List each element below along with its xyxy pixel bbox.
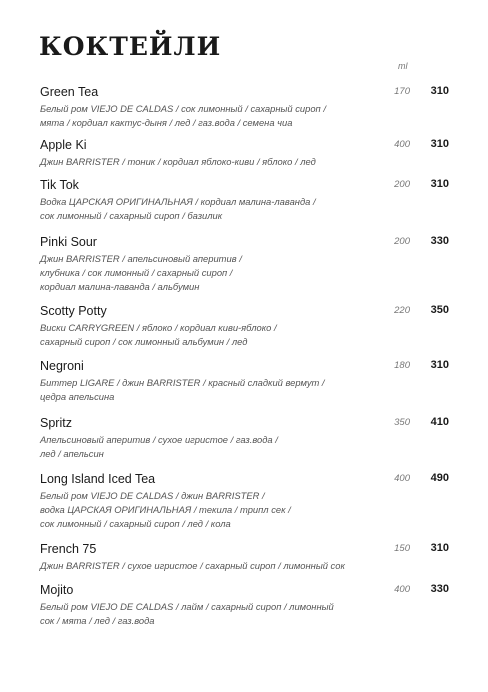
ingredients-line: мята / кордиал кактус-дыня / лед / газ.вода / семена чиа xyxy=(40,117,293,128)
cocktail-ingredients xyxy=(40,195,370,223)
cocktail-name: Spritz xyxy=(40,416,72,430)
cocktail-price: 410 xyxy=(430,416,449,428)
cocktail-price: 310 xyxy=(430,138,449,150)
ingredients-line: лед / апельсин xyxy=(40,448,104,459)
cocktail-volume: 180 xyxy=(394,360,410,371)
ingredients-line: сахарный сироп / сок лимонный альбумин / лед xyxy=(40,336,248,347)
menu-item xyxy=(40,358,452,404)
menu-item xyxy=(40,177,452,223)
cocktail-price: 310 xyxy=(430,85,449,97)
ingredients-line: цедра апельсина xyxy=(40,391,115,402)
cocktail-name: Tik Tok xyxy=(40,178,79,192)
cocktail-price: 310 xyxy=(430,542,449,554)
ingredients-line: Джин BARRISTER / апельсиновый аперитив / xyxy=(40,253,242,264)
ingredients-line: Белый ром VIEJO DE CALDAS / лайм / сахарный сироп / лимонный xyxy=(40,601,334,612)
cocktail-price: 490 xyxy=(430,472,449,484)
cocktail-price: 310 xyxy=(430,178,449,190)
cocktail-volume: 170 xyxy=(394,86,410,97)
cocktail-volume: 200 xyxy=(394,236,410,247)
cocktail-name: Apple Ki xyxy=(40,138,87,152)
ingredients-line: сок лимонный / сахарный сироп / базилик xyxy=(40,210,223,221)
cocktail-volume: 400 xyxy=(394,139,410,150)
ingredients-line: кордиал малина-лаванда / альбумин xyxy=(40,281,200,292)
cocktail-price: 350 xyxy=(430,304,449,316)
cocktail-ingredients xyxy=(40,376,370,404)
menu-item xyxy=(40,582,452,628)
cocktail-volume: 350 xyxy=(394,417,410,428)
cocktail-ingredients xyxy=(40,600,370,628)
cocktail-volume: 200 xyxy=(394,179,410,190)
cocktail-volume: 220 xyxy=(394,305,410,316)
cocktail-ingredients xyxy=(40,252,370,294)
menu-item xyxy=(40,234,452,294)
page-title: КОКТЕЙЛИ xyxy=(39,32,222,61)
ingredients-line: Биттер LIGARE / джин BARRISTER / красный сладкий вермут / xyxy=(40,377,325,388)
menu-item xyxy=(40,84,452,130)
volume-unit-label: ml xyxy=(398,61,408,71)
menu-item xyxy=(40,303,452,349)
ingredients-line: клубника / сок лимонный / сахарный сироп / xyxy=(40,267,233,278)
ingredients-line: Джин BARRISTER / тоник / кордиал яблоко-киви / яблоко / лед xyxy=(40,156,316,167)
cocktail-volume: 400 xyxy=(394,473,410,484)
cocktail-ingredients xyxy=(40,433,370,461)
ingredients-line: Виски CARRYGREEN / яблоко / кордиал киви-яблоко / xyxy=(40,322,277,333)
cocktail-price: 330 xyxy=(430,583,449,595)
cocktail-name: Long Island Iced Tea xyxy=(40,472,156,486)
menu-item xyxy=(40,471,452,531)
cocktail-name: Green Tea xyxy=(40,85,99,99)
ingredients-line: Апельсиновый аперитив / сухое игристое / газ.вода / xyxy=(40,434,278,445)
cocktail-ingredients xyxy=(40,489,370,531)
ingredients-line: сок лимонный / сахарный сироп / лед / кола xyxy=(40,518,231,529)
cocktail-name: Negroni xyxy=(40,359,84,373)
cocktail-ingredients xyxy=(40,102,370,130)
cocktail-name: French 75 xyxy=(40,542,97,556)
cocktail-price: 330 xyxy=(430,235,449,247)
cocktail-name: Scotty Potty xyxy=(40,304,107,318)
cocktail-volume: 150 xyxy=(394,543,410,554)
cocktail-volume: 400 xyxy=(394,584,410,595)
ingredients-line: Белый ром VIEJO DE CALDAS / джин BARRISTER / xyxy=(40,490,265,501)
ingredients-line: Джин BARRISTER / сухое игристое / сахарный сироп / лимонный сок xyxy=(40,560,345,571)
cocktail-ingredients xyxy=(40,321,370,349)
cocktail-name: Mojito xyxy=(40,583,74,597)
ingredients-line: Водка ЦАРСКАЯ ОРИГИНАЛЬНАЯ / кордиал малина-лаванда / xyxy=(40,196,316,207)
menu-item xyxy=(40,137,452,169)
ingredients-line: водка ЦАРСКАЯ ОРИГИНАЛЬНАЯ / текила / трипл сек / xyxy=(40,504,291,515)
ingredients-line: сок / мята / лед / газ.вода xyxy=(40,615,155,626)
menu-item xyxy=(40,541,452,573)
menu-item xyxy=(40,415,452,461)
cocktail-price: 310 xyxy=(430,359,449,371)
cocktail-ingredients xyxy=(40,155,370,169)
cocktail-name: Pinki Sour xyxy=(40,235,97,249)
ingredients-line: Белый ром VIEJO DE CALDAS / сок лимонный / сахарный сироп / xyxy=(40,103,326,114)
cocktail-ingredients xyxy=(40,559,370,573)
